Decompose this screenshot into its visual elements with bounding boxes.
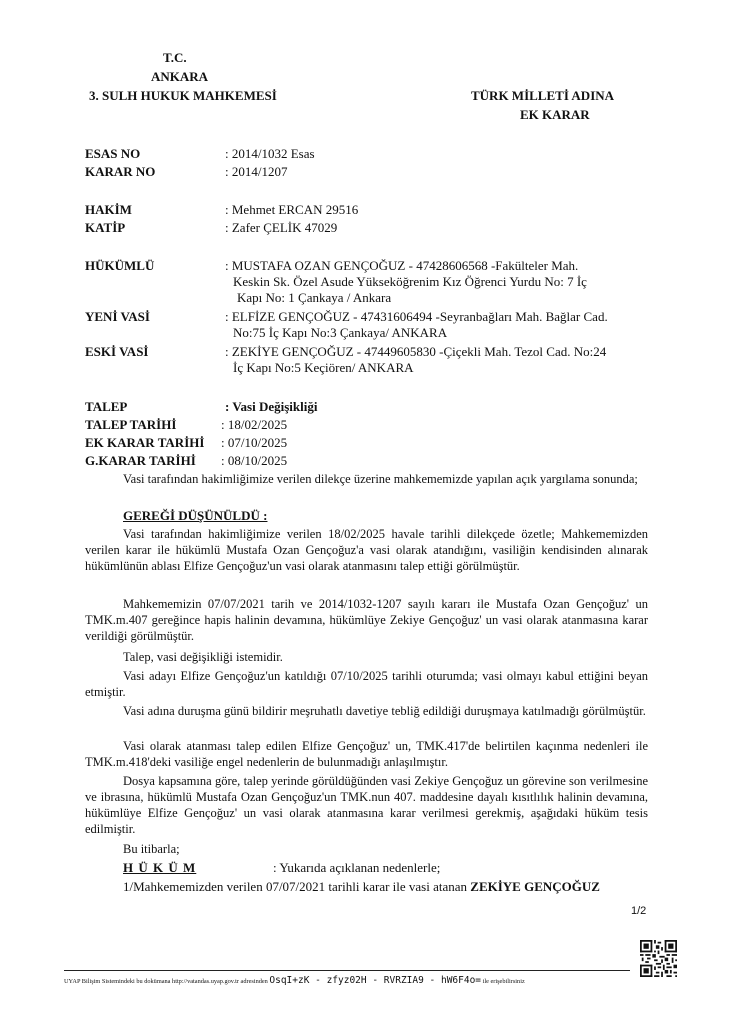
esas-label: ESAS NO [85, 146, 141, 161]
eski-vasi-label: ESKİ VASİ [85, 344, 149, 359]
hukumlu-line-1: : MUSTAFA OZAN GENÇOĞUZ - 47428606568 -Fakülteler Mah. [225, 258, 579, 273]
talep-tarihi-label: TALEP TARİHİ [85, 417, 177, 432]
header-court: 3. SULH HUKUK MAHKEMESİ [89, 88, 277, 103]
paragraph-1: Vasi tarafından hakimliğimize verilen 18/02/2025 havale tarihli dilekçede özetle; Mahkememizden verilen karar ile hükümlü Mustafa Ozan Gençoğuz'a vasi olarak atandığını, vasiliğin kendisinden alınarak hükümlünün ablası Elfize Gençoğuz'un vasi olarak atanmasını talep ettiği görülmüştür. [85, 527, 648, 573]
ek-karar-tarihi-label: EK KARAR TARİHİ [85, 435, 205, 450]
header-tc: T.C. [163, 50, 187, 65]
karar-label: KARAR NO [85, 164, 156, 179]
footer-text-before: UYAP Bilişim Sistemindeki bu dokümana http://vatandas.uyap.gov.tr adresinden [64, 978, 268, 985]
hukumlu-line-2: Keskin Sk. Özel Asude Yükseköğrenim Kız Öğrenci Yurdu No: 7 İç [233, 274, 587, 289]
qr-code-icon [640, 940, 677, 977]
reasoning-heading: GEREĞİ DÜŞÜNÜLDÜ : [123, 508, 268, 523]
esas-value: : 2014/1032 Esas [225, 146, 315, 161]
hukumlu-label: HÜKÜMLÜ [85, 258, 155, 273]
hukumlu-line-3: Kapı No: 1 Çankaya / Ankara [237, 290, 392, 305]
yeni-vasi-line-1: : ELFİZE GENÇOĞUZ - 47431606494 -Seyranbağları Mah. Bağlar Cad. [225, 309, 608, 324]
hakim-value: : Mehmet ERCAN 29516 [225, 202, 359, 217]
hukum-text: : Yukarıda açıklanan nedenlerle; [273, 860, 441, 875]
yeni-vasi-label: YENİ VASİ [85, 309, 150, 324]
paragraph-4: Vasi adayı Elfize Gençoğuz'un katıldığı 07/10/2025 tarihli oturumda; vasi olmayı kabul ettiğini beyan etmiştir. [85, 669, 648, 699]
header-nation: TÜRK MİLLETİ ADINA [471, 88, 615, 103]
hukum-line [123, 860, 440, 876]
eski-vasi-line-1: : ZEKİYE GENÇOĞUZ - 47449605830 -Çiçekli Mah. Tezol Cad. No:24 [225, 344, 607, 359]
paragraph-6: Vasi olarak atanması talep edilen Elfize Gençoğuz' un, TMK.417'de belirtilen kaçınma nedenleri ile TMK.m.418'deki vasiliğe engel nedenlerin de bulunmadığı anlaşılmıştır. [85, 739, 648, 769]
talep-value: : Vasi Değişikliği [225, 399, 318, 414]
paragraph-5: Vasi adına duruşma günü bildirir meşruhatlı davetiye tebliğ edildiği duruşmaya katılmadığı görülmüştür. [123, 704, 646, 718]
karar-value: : 2014/1207 [225, 164, 288, 179]
ek-karar-tarihi-value: : 07/10/2025 [221, 435, 288, 450]
g-karar-tarihi-value: : 08/10/2025 [221, 453, 288, 468]
paragraph-2: Mahkememizin 07/07/2021 tarih ve 2014/1032-1207 sayılı kararı ile Mustafa Ozan Gençoğuz' un TMK.m.407 gereğince hapis halinin devamına, hükümlüye Zekiye Gençoğuz' un vasi olarak atanmasına karar verildiği görülmüştür. [85, 597, 648, 643]
footer [64, 975, 525, 986]
yeni-vasi-line-2: No:75 İç Kapı No:3 Çankaya/ ANKARA [233, 325, 448, 340]
intro-paragraph: Vasi tarafından hakimliğimize verilen dilekçe üzerine mahkememizde yapılan açık yargılama sonunda; [123, 472, 638, 486]
eski-vasi-line-2: İç Kapı No:5 Keçiören/ ANKARA [233, 360, 414, 375]
footer-verification-code: OsqI+zK - zfyz02H - RVRZIA9 - hW6F4o= [269, 975, 482, 986]
paragraph-8: Bu itibarla; [123, 842, 180, 856]
verdict-item-1: 1/Mahkememizden verilen 07/07/2021 tarihli karar ile vasi atanan ZEKİYE GENÇOĞUZ [123, 879, 600, 894]
katip-label: KATİP [85, 220, 126, 235]
hakim-label: HAKİM [85, 202, 132, 217]
hukum-label: H Ü K Ü M [123, 860, 197, 875]
footer-divider [64, 970, 630, 971]
header-decision-type: EK KARAR [520, 107, 590, 122]
g-karar-tarihi-label: G.KARAR TARİHİ [85, 453, 196, 468]
paragraph-3: Talep, vasi değişikliği istemidir. [123, 650, 283, 664]
page-number: 1/2 [631, 905, 647, 917]
paragraph-7: Dosya kapsamına göre, talep yerinde görüldüğünden vasi Zekiye Gençoğuz un görevine son verilmesine ve ibrasına, hükümlü Mustafa Ozan Gençoğuz'un TMK.nun 407. maddesine dayalı kısıtlılık halinin devamına, hükümlüye Elfize Gençoğuz' un vasi olarak atanmasına karar verilmesi gerekmiş, aşağıdaki hüküm tesis edilmiştir. [85, 774, 648, 836]
katip-value: : Zafer ÇELİK 47029 [225, 220, 338, 235]
header-city: ANKARA [151, 69, 209, 84]
talep-tarihi-value: : 18/02/2025 [221, 417, 288, 432]
footer-text-after: ile erişebilirsiniz [482, 978, 525, 985]
talep-label: TALEP [85, 399, 128, 414]
